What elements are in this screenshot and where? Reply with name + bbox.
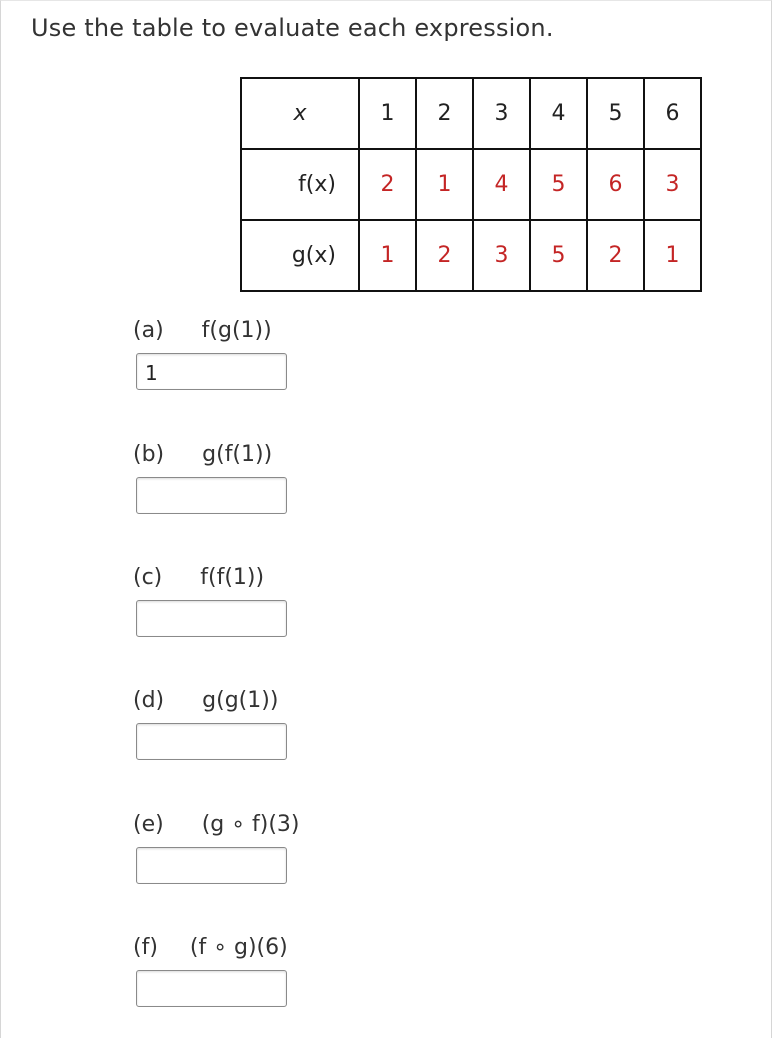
table-cell-g: 2 — [416, 220, 473, 291]
table-cell-f: 5 — [530, 149, 587, 220]
part-label: (b) — [133, 442, 165, 467]
part-label: (e) — [133, 812, 164, 837]
table-cell-x: 3 — [473, 78, 530, 149]
table-row-g — [241, 220, 701, 291]
function-table — [240, 77, 702, 292]
part-b-prompt — [133, 442, 272, 467]
table-cell-f: 1 — [416, 149, 473, 220]
part-d-prompt — [133, 688, 278, 713]
answer-input-b[interactable] — [136, 477, 287, 514]
table-row-x — [241, 78, 701, 149]
answer-input-d[interactable] — [136, 723, 287, 760]
table-cell-x: 5 — [587, 78, 644, 149]
part-expression: g(f(1)) — [202, 442, 273, 467]
part-label: (f) — [133, 935, 158, 960]
table-cell-f: 2 — [359, 149, 416, 220]
instructions-text: Use the table to evaluate each expression. — [31, 14, 554, 42]
table-cell-f: 6 — [587, 149, 644, 220]
part-a-prompt — [133, 318, 272, 343]
table-cell-g: 5 — [530, 220, 587, 291]
part-label: (a) — [133, 318, 164, 343]
answer-input-c[interactable] — [136, 600, 287, 637]
part-label: (c) — [133, 565, 163, 590]
table-cell-g: 3 — [473, 220, 530, 291]
table-cell-x: 6 — [644, 78, 701, 149]
answer-input-a[interactable] — [136, 353, 287, 390]
table-cell-x: 1 — [359, 78, 416, 149]
answer-input-f[interactable] — [136, 970, 287, 1007]
table-cell-x: 4 — [530, 78, 587, 149]
table-cell-g: 1 — [359, 220, 416, 291]
part-e-prompt — [133, 812, 300, 837]
part-label: (d) — [133, 688, 165, 713]
table-cell-g: 2 — [587, 220, 644, 291]
table-row-f — [241, 149, 701, 220]
part-expression: (f ∘ g)(6) — [189, 935, 288, 960]
table-cell-f: 3 — [644, 149, 701, 220]
part-expression: g(g(1)) — [202, 688, 279, 713]
table-header-x: x — [241, 78, 359, 149]
part-expression: f(g(1)) — [201, 318, 272, 343]
answer-input-e[interactable] — [136, 847, 287, 884]
table-cell-f: 4 — [473, 149, 530, 220]
part-expression: (g ∘ f)(3) — [201, 812, 300, 837]
table-header-g: g(x) — [241, 220, 359, 291]
table-header-f: f(x) — [241, 149, 359, 220]
table-cell-x: 2 — [416, 78, 473, 149]
part-c-prompt — [133, 565, 264, 590]
table-cell-g: 1 — [644, 220, 701, 291]
part-expression: f(f(1)) — [200, 565, 265, 590]
part-f-prompt — [133, 935, 288, 960]
